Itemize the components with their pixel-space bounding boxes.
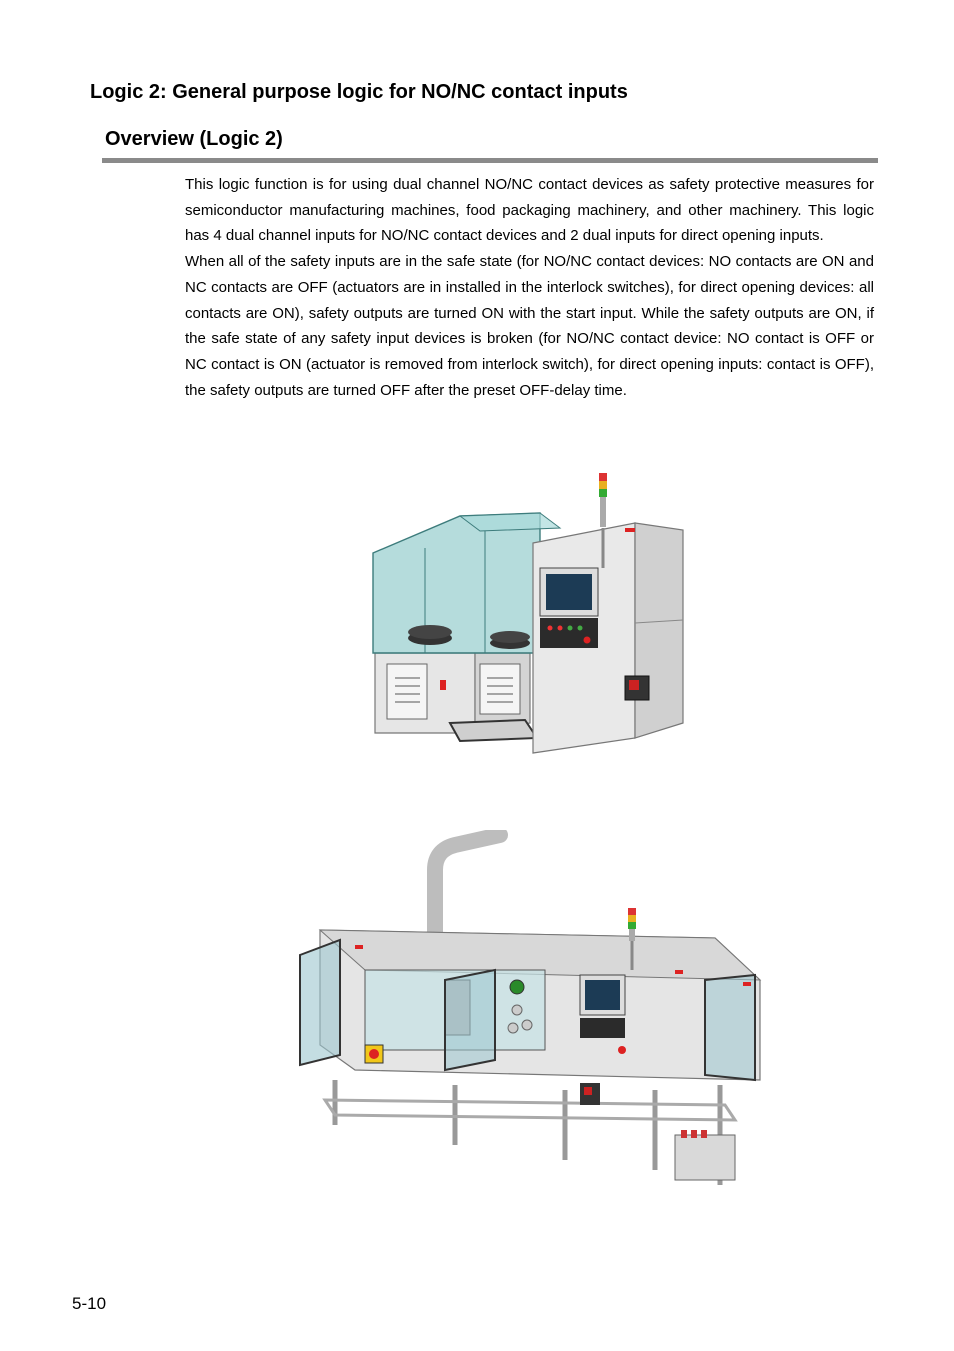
page-number: 5-10: [72, 1294, 107, 1313]
semiconductor-machine-illustration: [365, 468, 690, 768]
section-subtitle: Overview (Logic 2): [105, 128, 283, 150]
page-title: Logic 2: General purpose logic for NO/NC contact inputs: [90, 81, 628, 103]
paragraph-1: This logic function is for using dual channel NO/NC contact devices as safety protective measures for semiconductor manufacturing machines, food packaging machinery, and other machinery. This logic has 4 dual channel inputs for NO/NC contact devices and 2 dual inputs for direct opening inputs.: [185, 176, 874, 245]
body-text: [185, 172, 874, 403]
food-packaging-machine-illustration: [295, 830, 770, 1200]
paragraph-2: When all of the safety inputs are in the safe state (for NO/NC contact devices: NO contacts are ON and NC contacts are OFF (actuators are in installed in the interlock switches), for direct opening devices: all contacts are ON), safety outputs are turned ON with the start input. While the safety outputs are ON, if the safe state of any safety input devices is broken (for NO/NC contact device: NO contact is OFF or NC contact is ON (actuator is removed from interlock switch), for direct opening inputs: contact is OFF), the safety outputs are turned OFF after the preset OFF-delay time.: [185, 253, 874, 399]
section-divider: [102, 158, 878, 163]
